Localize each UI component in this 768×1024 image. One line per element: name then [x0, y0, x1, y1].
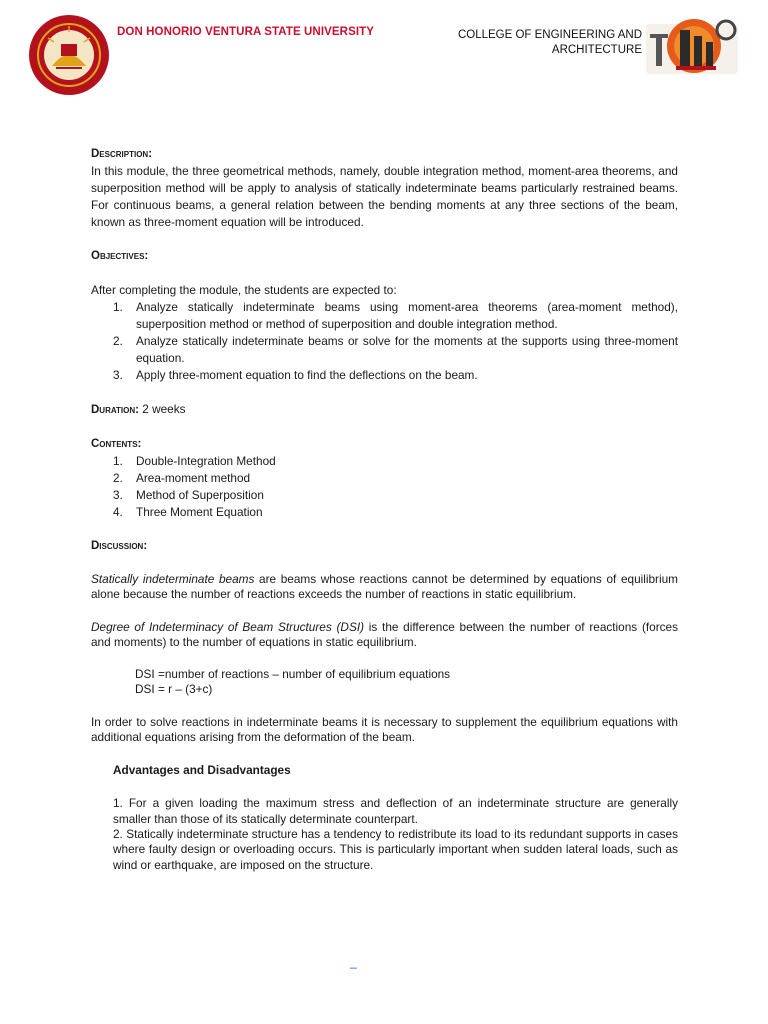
objectives-intro: After completing the module, the students are expected to:: [91, 283, 397, 297]
discussion-heading: Discussion:: [91, 540, 148, 552]
contents-heading: Contents:: [91, 438, 142, 450]
contents-list: [91, 453, 678, 521]
footer-mark: _: [350, 955, 357, 969]
college-logo: [646, 16, 738, 76]
university-seal-logo: [28, 14, 110, 96]
discussion-paragraph-1: Statically indeterminate beams are beams whose reactions cannot be determined by equations of equilibrium alone because the number of reactions exceeds the number of reactions in static equilibrium.: [91, 572, 678, 602]
module-content: [91, 146, 678, 873]
dsi-equation-1: DSI =number of reactions – number of equilibrium equations: [135, 667, 451, 682]
discussion-paragraph-2: Degree of Indeterminacy of Beam Structures (DSI) is the difference between the number of reactions (forces and moments) to the number of equations in static equilibrium.: [91, 619, 678, 649]
duration-label: Duration:: [91, 404, 139, 416]
college-name: [458, 28, 642, 57]
duration-value: 2 weeks: [138, 402, 186, 416]
discussion-paragraph-3: In order to solve reactions in indeterminate beams it is necessary to supplement the equilibrium equations with additional equations arising from the deformation of the beam.: [91, 714, 678, 745]
page-header: [0, 0, 768, 100]
term-dsi: Degree of Indeterminacy of Beam Structures (DSI): [91, 619, 365, 634]
list-item: 4. Three Moment Equation: [113, 505, 263, 519]
term-indeterminate-beams: Statically indeterminate beams: [91, 572, 255, 586]
list-item: 3. Apply three-moment equation to find the deflections on the beam.: [113, 368, 478, 382]
duration: [91, 401, 678, 419]
college-line-1: COLLEGE OF ENGINEERING AND: [457, 29, 642, 41]
list-item: 3. Method of Superposition: [113, 488, 264, 502]
objectives-list: [91, 299, 678, 384]
advantage-2: 2. Statically indeterminate structure has a tendency to redistribute its load to its redundant supports in cases where faulty design or overloading occurs. This is particularly important when sudden lateral loads, such as wind or earthquake, are imposed on the structure.: [113, 826, 678, 872]
description-text: [91, 163, 678, 231]
list-item: 2. Area-moment method: [113, 471, 251, 485]
description-lead: In this module,: [91, 164, 169, 178]
advantage-1: 1. For a given loading the maximum stress and deflection of an indeterminate structure are generally smaller than those of its statically determinate counterpart.: [113, 796, 678, 826]
list-item: 1. Analyze statically indeterminate beams using moment-area theorems (area-moment method), superposition method or method of superposition and double integration method.: [113, 300, 678, 331]
university-name: DON HONORIO VENTURA STATE UNIVERSITY: [117, 26, 375, 38]
list-item: 1. Double-Integration Method: [113, 454, 276, 468]
list-item: 2. Analyze statically indeterminate beams or solve for the moments at the supports using three-moment equation.: [113, 334, 678, 365]
advantages-heading: Advantages and Disadvantages: [113, 763, 291, 778]
description-body: the three geometrical methods, namely, double integration method, moment-area theorems, and superposition method will be apply to analysis of statically indeterminate beams particularly restrained beams. For continuous beams, a general relation between the bending moments at any three sections of the beam, known as three-moment equation will be introduced.: [91, 164, 678, 229]
description-heading: Description:: [91, 148, 153, 160]
dsi-equation-2: DSI = r – (3+c): [135, 682, 213, 697]
objectives-heading: Objectives:: [91, 250, 149, 262]
college-line-2: ARCHITECTURE: [551, 43, 642, 56]
